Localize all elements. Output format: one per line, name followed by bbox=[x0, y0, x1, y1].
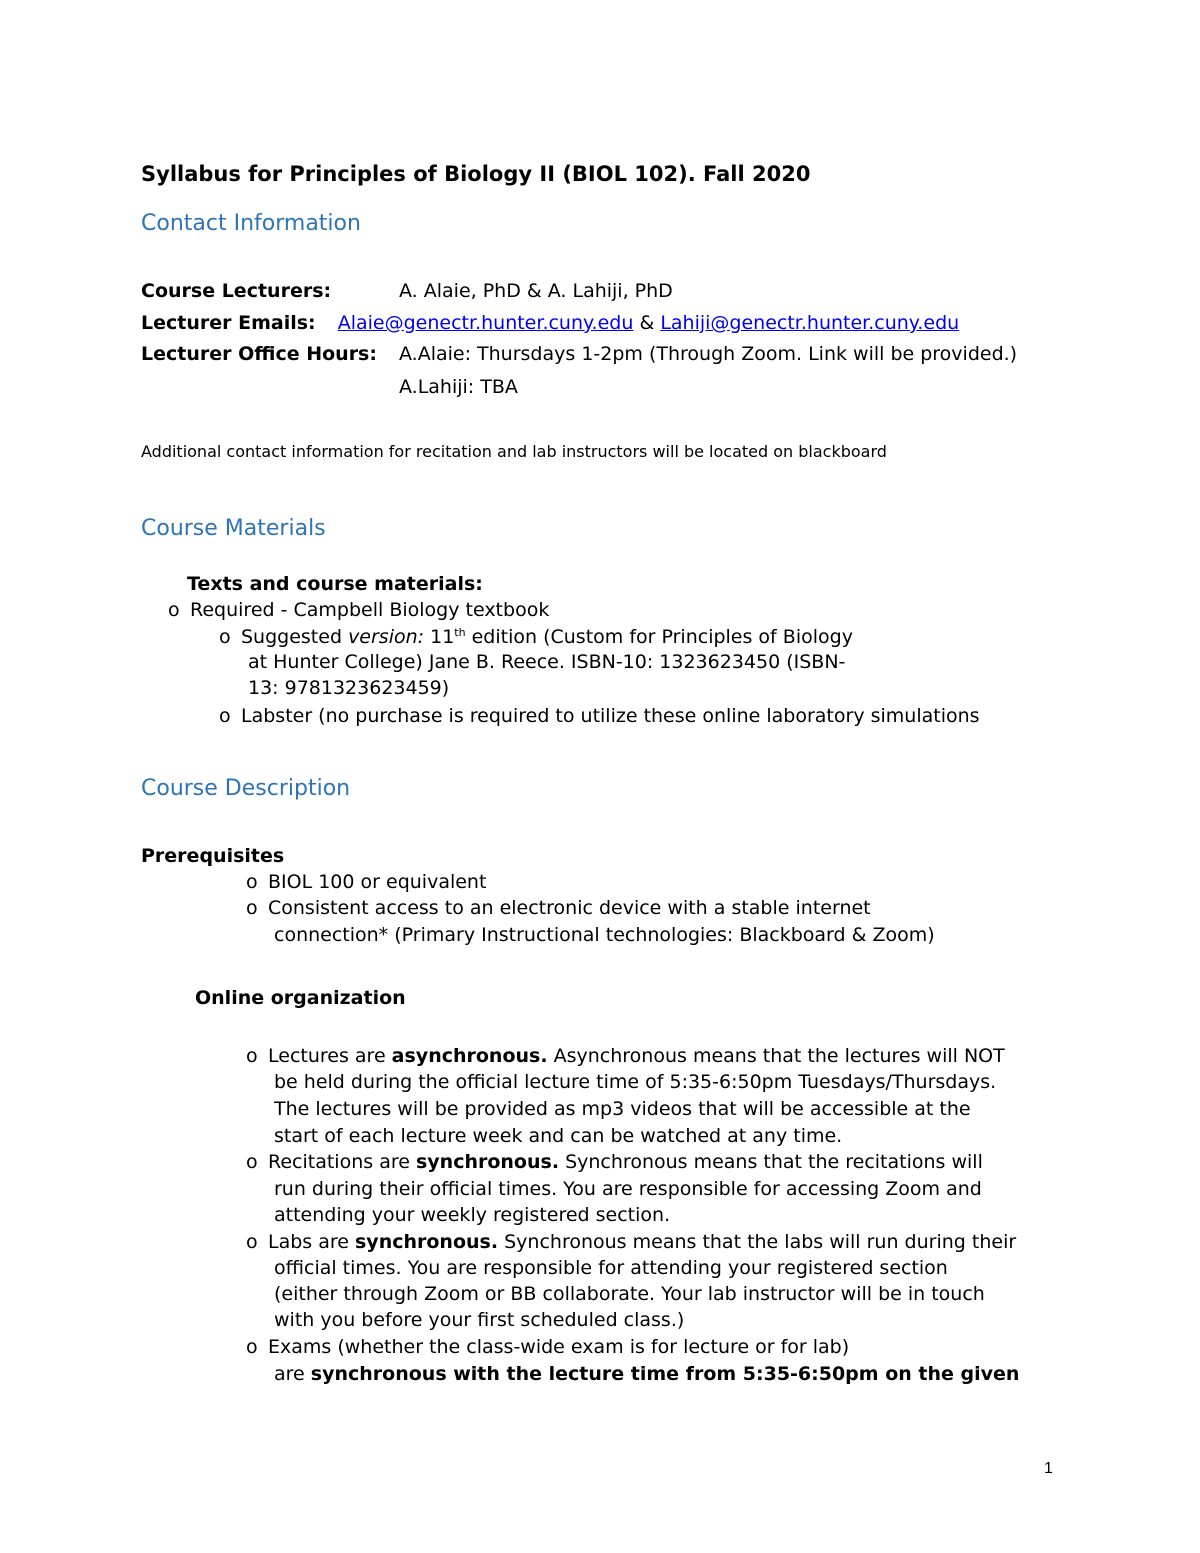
online-heading: Online organization bbox=[195, 987, 406, 1009]
list-item-exams: o Exams (whether the class-wide exam is for lecture or for lab) bbox=[246, 1336, 850, 1358]
list-item-labs: o Labs are synchronous. Synchronous means that the labs will run during their bbox=[246, 1231, 1017, 1253]
bullet-icon: o bbox=[246, 1151, 258, 1173]
description-heading: Course Description bbox=[141, 776, 351, 801]
emails-label: Lecturer Emails: bbox=[141, 312, 316, 334]
lectures-line-2: be held during the official lecture time of 5:35-6:50pm Tuesdays/Thursdays. bbox=[274, 1071, 997, 1093]
lectures-line-3: The lectures will be provided as mp3 videos that will be accessible at the bbox=[274, 1098, 971, 1120]
recitations-line-2: run during their official times. You are responsible for accessing Zoom and bbox=[274, 1178, 982, 1200]
list-item-lectures: o Lectures are asynchronous. Asynchronous means that the lectures will NOT bbox=[246, 1045, 1005, 1067]
lectures-line-4: start of each lecture week and can be watched at any time. bbox=[274, 1125, 843, 1147]
email-link-alaie[interactable]: Alaie@genectr.hunter.cuny.edu bbox=[337, 312, 634, 334]
bullet-icon: o bbox=[168, 599, 180, 621]
exams-line-2: are synchronous with the lecture time from 5:35-6:50pm on the given bbox=[274, 1363, 1020, 1385]
recitations-line-3: attending your weekly registered section. bbox=[274, 1204, 671, 1226]
additional-contact-note: Additional contact information for recitation and lab instructors will be located on blackboard bbox=[141, 442, 887, 461]
emails-row bbox=[141, 312, 959, 334]
bullet-icon: o bbox=[246, 1231, 258, 1253]
bullet-icon: o bbox=[219, 705, 231, 727]
labs-line-3: (either through Zoom or BB collaborate. Your lab instructor will be in touch bbox=[274, 1283, 985, 1305]
lecturers-value: A. Alaie, PhD & A. Lahiji, PhD bbox=[399, 280, 673, 302]
bullet-icon: o bbox=[219, 626, 231, 648]
labs-line-2: official times. You are responsible for attending your registered section bbox=[274, 1257, 948, 1279]
office-hours-label: Lecturer Office Hours: bbox=[141, 343, 377, 365]
list-item-required: o Required - Campbell Biology textbook bbox=[168, 599, 550, 621]
bullet-icon: o bbox=[246, 1336, 258, 1358]
list-item-recitations: o Recitations are synchronous. Synchronous means that the recitations will bbox=[246, 1151, 983, 1173]
office-hours-lahiji: A.Lahiji: TBA bbox=[399, 376, 518, 398]
document-title: Syllabus for Principles of Biology II (BIOL 102). Fall 2020 bbox=[141, 162, 811, 186]
prereq-heading: Prerequisites bbox=[141, 845, 285, 867]
bullet-icon: o bbox=[246, 897, 258, 919]
contact-heading: Contact Information bbox=[141, 211, 361, 236]
page-number: 1 bbox=[1044, 1460, 1053, 1477]
list-item-suggested: o Suggested version: 11th edition (Custom for Principles of Biology bbox=[219, 626, 853, 648]
email-separator: & bbox=[639, 312, 655, 334]
bullet-icon: o bbox=[246, 871, 258, 893]
office-hours-alaie: A.Alaie: Thursdays 1-2pm (Through Zoom. Link will be provided.) bbox=[399, 343, 1018, 365]
materials-heading: Course Materials bbox=[141, 516, 326, 541]
prereq-device-line-2: connection* (Primary Instructional technologies: Blackboard & Zoom) bbox=[274, 924, 935, 946]
list-item-prereq-device: o Consistent access to an electronic device with a stable internet bbox=[246, 897, 871, 919]
materials-subheading: Texts and course materials: bbox=[187, 573, 483, 595]
labs-line-4: with you before your first scheduled class.) bbox=[274, 1309, 685, 1331]
list-item-prereq-biol: o BIOL 100 or equivalent bbox=[246, 871, 487, 893]
suggested-line-2: at Hunter College) Jane B. Reece. ISBN-10: 1323623450 (ISBN- bbox=[248, 651, 846, 673]
lecturers-label: Course Lecturers: bbox=[141, 280, 332, 302]
bullet-icon: o bbox=[246, 1045, 258, 1067]
list-item-labster: o Labster (no purchase is required to utilize these online laboratory simulations bbox=[219, 705, 980, 727]
suggested-line-3: 13: 9781323623459) bbox=[248, 677, 450, 699]
email-link-lahiji[interactable]: Lahiji@genectr.hunter.cuny.edu bbox=[660, 312, 960, 334]
